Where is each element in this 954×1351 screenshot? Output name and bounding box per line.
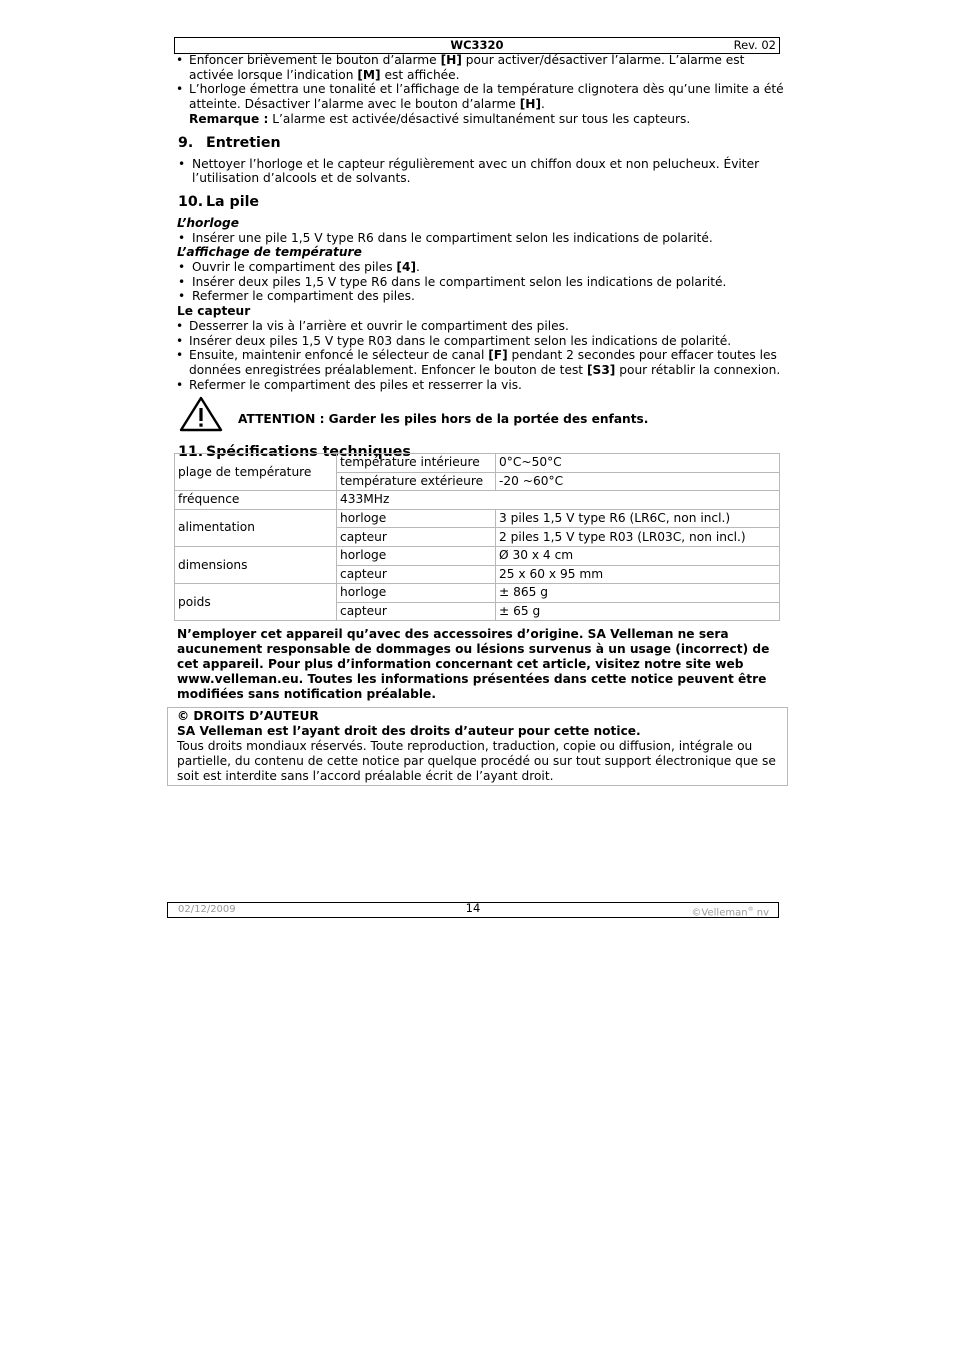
- page-header: [174, 37, 780, 54]
- table-row: [175, 454, 780, 473]
- spec-value: ± 65 g: [496, 602, 780, 621]
- copyright-title: © DROITS D’AUTEUR: [177, 709, 319, 723]
- spec-value: -20 ~60°C: [496, 472, 780, 491]
- spec-value: 2 piles 1,5 V type R03 (LR03C, non incl.): [496, 528, 780, 547]
- model-number: WC3320: [450, 38, 504, 52]
- bullet-icon: •: [176, 318, 184, 333]
- spec-value: 25 x 60 x 95 mm: [496, 565, 780, 584]
- spec-sublabel: capteur: [337, 565, 496, 584]
- spec-sublabel: capteur: [337, 602, 496, 621]
- table-row: [175, 509, 780, 528]
- bullet-icon: •: [178, 230, 186, 245]
- list-item: • Refermer le compartiment des piles.: [178, 289, 415, 304]
- list-item: • L’horloge émettra une tonalité et l’affichage de la température clignotera dès qu’une limite a été atteinte. Désactiver l’alarme avec le bouton d’alarme [H].: [176, 82, 784, 112]
- copyright-owner: SA Velleman est l’ayant droit des droits d’auteur pour cette notice.: [177, 724, 641, 738]
- revision: Rev. 02: [733, 38, 776, 52]
- spec-label: dimensions: [175, 546, 337, 583]
- bullet-icon: •: [176, 333, 184, 348]
- warning-text: ATTENTION : Garder les piles hors de la portée des enfants.: [238, 412, 649, 427]
- bullet-icon: •: [176, 348, 184, 363]
- spec-value: ± 865 g: [496, 584, 780, 603]
- warning-triangle-icon: [179, 396, 223, 432]
- copyright-body: Tous droits mondiaux réservés. Toute reproduction, traduction, copie ou diffusion, intégrale ou partielle, du contenu de cette notice par quelque procédé ou sur tout support électronique que se soit est interdite sans l’accord préalable écrit de l’ayant droit.: [177, 739, 776, 783]
- bullet-icon: •: [178, 156, 186, 171]
- battery-warning: [174, 394, 784, 438]
- list-item: • Enfoncer brièvement le bouton d’alarme [H] pour activer/désactiver l’alarme. L’alarme est activée lorsque l’indication [M] est affichée.: [176, 53, 745, 82]
- spec-value: 433MHz: [337, 491, 780, 510]
- bullet-icon: •: [178, 289, 186, 304]
- spec-sublabel: horloge: [337, 546, 496, 565]
- disclaimer: N’employer cet appareil qu’avec des accessoires d’origine. SA Velleman ne sera aucunement responsable de dommages ou lésions survenus à un usage (incorrect) de cet appareil. Pour plus d’information concernant cet article, visitez notre site web www.velleman.eu. Toutes les informations présentées dans cette notice peuvent être modifiées sans notification préalable.: [177, 627, 770, 701]
- list-item: • Insérer deux piles 1,5 V type R6 dans le compartiment selon les indications de polarité.: [178, 274, 727, 289]
- bullet-icon: •: [176, 377, 184, 392]
- list-item: • Insérer une pile 1,5 V type R6 dans le compartiment selon les indications de polarité.: [178, 230, 713, 245]
- spec-sublabel: température extérieure: [337, 472, 496, 491]
- bullet-icon: •: [178, 260, 186, 275]
- spec-label: poids: [175, 584, 337, 621]
- section-heading-specifications: 11. Spécifications techniques: [178, 444, 411, 461]
- list-item: • Nettoyer l’horloge et le capteur régulièrement avec un chiffon doux et non pelucheux. Éviter l’utilisation d’alcools et de solvants.: [178, 156, 760, 186]
- table-row: [175, 491, 780, 510]
- spec-sublabel: horloge: [337, 584, 496, 603]
- table-row: [175, 546, 780, 565]
- spec-value: 0°C~50°C: [496, 454, 780, 473]
- list-item: • Ouvrir le compartiment des piles [4].: [178, 260, 420, 275]
- copyright-box: [167, 707, 788, 786]
- spec-sublabel: capteur: [337, 528, 496, 547]
- bullet-icon: •: [178, 274, 186, 289]
- footer-brand: ©Velleman® nv: [691, 906, 769, 919]
- footer-date: 02/12/2009: [178, 904, 236, 915]
- specifications-table: [174, 453, 780, 621]
- remark: Remarque : L’alarme est activée/désactivé simultanément sur tous les capteurs.: [189, 111, 691, 126]
- section-heading-la-pile: 10. La pile: [178, 193, 260, 210]
- spec-label: fréquence: [175, 491, 337, 510]
- section-heading-entretien: 9. Entretien: [178, 134, 281, 151]
- page-number: 14: [465, 901, 481, 915]
- spec-value: Ø 30 x 4 cm: [496, 546, 780, 565]
- spec-label: plage de température: [175, 454, 337, 491]
- spec-label: alimentation: [175, 509, 337, 546]
- table-row: [175, 584, 780, 603]
- spec-sublabel: horloge: [337, 509, 496, 528]
- spec-sublabel: température intérieure: [337, 454, 496, 473]
- list-item: • Ensuite, maintenir enfoncé le sélecteur de canal [F] pendant 2 secondes pour effacer toutes les données enregistrées préalablement. Enfoncer le bouton de test [S3] pour rétablir la connexion.: [176, 348, 781, 377]
- list-item: • Refermer le compartiment des piles et resserrer la vis.: [176, 377, 522, 392]
- page-footer: [167, 902, 779, 918]
- subheading-capteur: Le capteur: [177, 304, 251, 319]
- bullet-icon: •: [176, 53, 184, 67]
- list-item: • Insérer deux piles 1,5 V type R03 dans le compartiment selon les indications de polarité.: [176, 333, 732, 348]
- subheading-affichage: L’affichage de température: [177, 245, 362, 260]
- list-item: • Desserrer la vis à l’arrière et ouvrir le compartiment des piles.: [176, 318, 569, 333]
- subheading-horloge: L’horloge: [177, 215, 239, 230]
- spec-value: 3 piles 1,5 V type R6 (LR6C, non incl.): [496, 509, 780, 528]
- bullet-icon: •: [176, 82, 184, 97]
- main-content: [174, 53, 784, 466]
